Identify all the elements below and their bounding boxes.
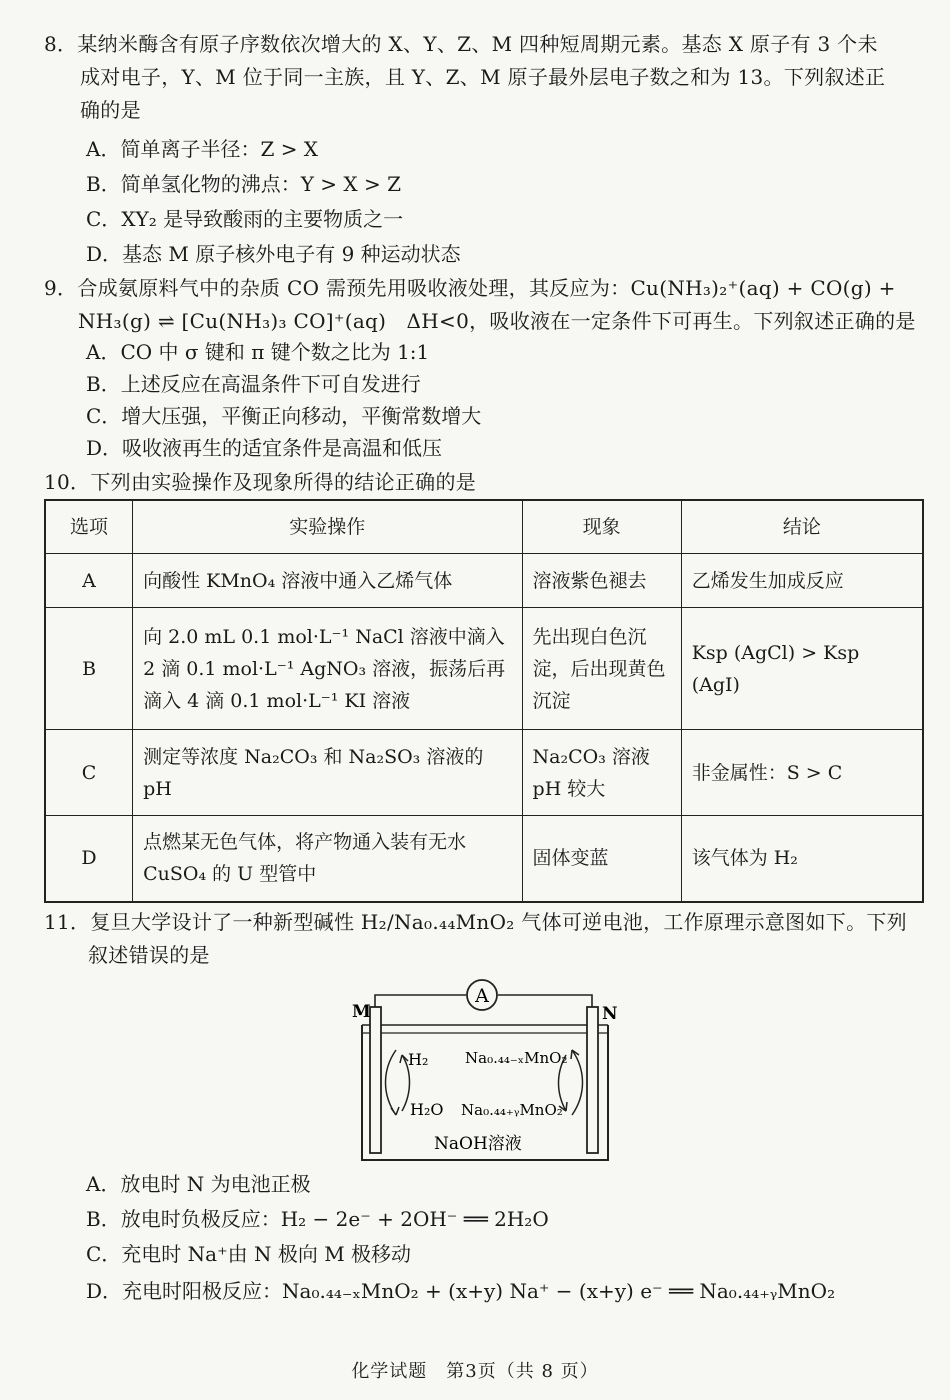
row-option: D: [45, 816, 133, 902]
q8-option-a: A．简单离子半径：Z > X: [86, 137, 319, 161]
table-row: [45, 730, 923, 816]
row-phenomenon: Na₂CO₃ 溶液 pH 较大: [522, 730, 681, 816]
table-row: [45, 554, 923, 608]
q8-line: 成对电子，Y、M 位于同一主族，且 Y、Z、M 原子最外层电子数之和为 13。下列叙述正: [80, 65, 886, 89]
row-operation: 向 2.0 mL 0.1 mol·L⁻¹ NaCl 溶液中滴入 2 滴 0.1 mol·L⁻¹ AgNO₃ 溶液，振荡后再滴入 4 滴 0.1 mol·L⁻¹ KI 溶液: [133, 608, 522, 730]
h2o-label: H₂O: [410, 1100, 444, 1119]
q11-option-c: C．充电时 Na⁺由 N 极向 M 极移动: [86, 1242, 412, 1266]
row-option: C: [45, 730, 133, 816]
q10-stem-line: 10．下列由实验操作及现象所得的结论正确的是: [44, 470, 477, 494]
row-operation: 测定等浓度 Na₂CO₃ 和 Na₂SO₃ 溶液的 pH: [133, 730, 522, 816]
page-footer: 化学试题 第3页（共 8 页）: [351, 1361, 599, 1382]
electrode-m-label: M: [352, 1002, 371, 1022]
q9-line: NH₃(g) ⇌ [Cu(NH₃)₃ CO]⁺(aq) ΔH<0，吸收液在一定条件下可再生。下列叙述正确的是: [78, 309, 916, 333]
row-phenomenon: 先出现白色沉淀，后出现黄色沉淀: [522, 608, 681, 730]
battery-diagram: [330, 975, 630, 1170]
q9-option-a: A．CO 中 σ 键和 π 键个数之比为 1:1: [86, 340, 430, 364]
q9-option-c: C．增大压强，平衡正向移动，平衡常数增大: [86, 404, 482, 428]
row-option: B: [45, 608, 133, 730]
na-bottom-label: Na₀.₄₄₊ᵧMnO₂: [461, 1101, 563, 1119]
curved-arrow-left: [386, 1050, 397, 1115]
q8-line: 8．某纳米酶含有原子序数依次增大的 X、Y、Z、M 四种短周期元素。基态 X 原子有 3 个未: [44, 32, 878, 56]
header-phenomenon: 现象: [522, 500, 681, 554]
header-option: 选项: [45, 500, 133, 554]
question-8-stem: [44, 28, 885, 127]
q11-line: 叙述错误的是: [88, 943, 210, 967]
header-operation: 实验操作: [133, 500, 522, 554]
experiment-table: [44, 499, 924, 903]
row-conclusion: 该气体为 H₂: [681, 816, 923, 902]
ammeter-label: A: [475, 985, 489, 1007]
table-header-row: [45, 500, 923, 554]
table-row: [45, 608, 923, 730]
row-operation: 向酸性 KMnO₄ 溶液中通入乙烯气体: [133, 554, 522, 608]
q9-option-d: D．吸收液再生的适宜条件是高温和低压: [86, 436, 443, 460]
question-9-stem: [44, 272, 916, 338]
q11-option-a: A．放电时 N 为电池正极: [86, 1172, 311, 1196]
row-phenomenon: 溶液紫色褪去: [522, 554, 681, 608]
q9-line: 9．合成氨原料气中的杂质 CO 需预先用吸收液处理，其反应为：Cu(NH₃)₂⁺(aq) + CO(g) +: [44, 276, 896, 300]
row-option: A: [45, 554, 133, 608]
electrode-m: [370, 1007, 381, 1153]
electrolyte-label: NaOH溶液: [434, 1134, 522, 1154]
wire-right: [498, 995, 592, 1017]
row-conclusion: Ksp (AgCl) > Ksp (AgI): [681, 608, 923, 730]
q11-option-d: D．充电时阳极反应：Na₀.₄₄₋ₓMnO₂ + (x+y) Na⁺ − (x+y) e⁻ ══ Na₀.₄₄₊ᵧMnO₂: [86, 1279, 836, 1303]
header-conclusion: 结论: [681, 500, 923, 554]
electrode-n: [587, 1007, 598, 1153]
q11-option-b: B．放电时负极反应：H₂ − 2e⁻ + 2OH⁻ ══ 2H₂O: [86, 1207, 549, 1231]
table-row: [45, 816, 923, 902]
wire-left: [375, 995, 466, 1017]
h2-label: H₂: [408, 1050, 429, 1069]
q8-option-c: C．XY₂ 是导致酸雨的主要物质之一: [86, 207, 404, 231]
curved-arrow-right: [572, 1050, 583, 1115]
q11-line: 11．复旦大学设计了一种新型碱性 H₂/Na₀.₄₄MnO₂ 气体可逆电池，工作原理示意图如下。下列: [44, 910, 907, 934]
question-10-stem: [44, 466, 476, 499]
na-top-label: Na₀.₄₄₋ₓMnO₂: [465, 1049, 568, 1067]
q8-line: 确的是: [80, 98, 141, 122]
row-operation: 点燃某无色气体，将产物通入装有无水 CuSO₄ 的 U 型管中: [133, 816, 522, 902]
q8-option-b: B．简单氢化物的沸点：Y > X > Z: [86, 172, 401, 196]
q9-option-b: B．上述反应在高温条件下可自发进行: [86, 372, 421, 396]
question-11-stem: [44, 906, 907, 972]
row-conclusion: 非金属性：S > C: [681, 730, 923, 816]
electrode-n-label: N: [602, 1004, 618, 1024]
row-conclusion: 乙烯发生加成反应: [681, 554, 923, 608]
q8-option-d: D．基态 M 原子核外电子有 9 种运动状态: [86, 242, 461, 266]
row-phenomenon: 固体变蓝: [522, 816, 681, 902]
